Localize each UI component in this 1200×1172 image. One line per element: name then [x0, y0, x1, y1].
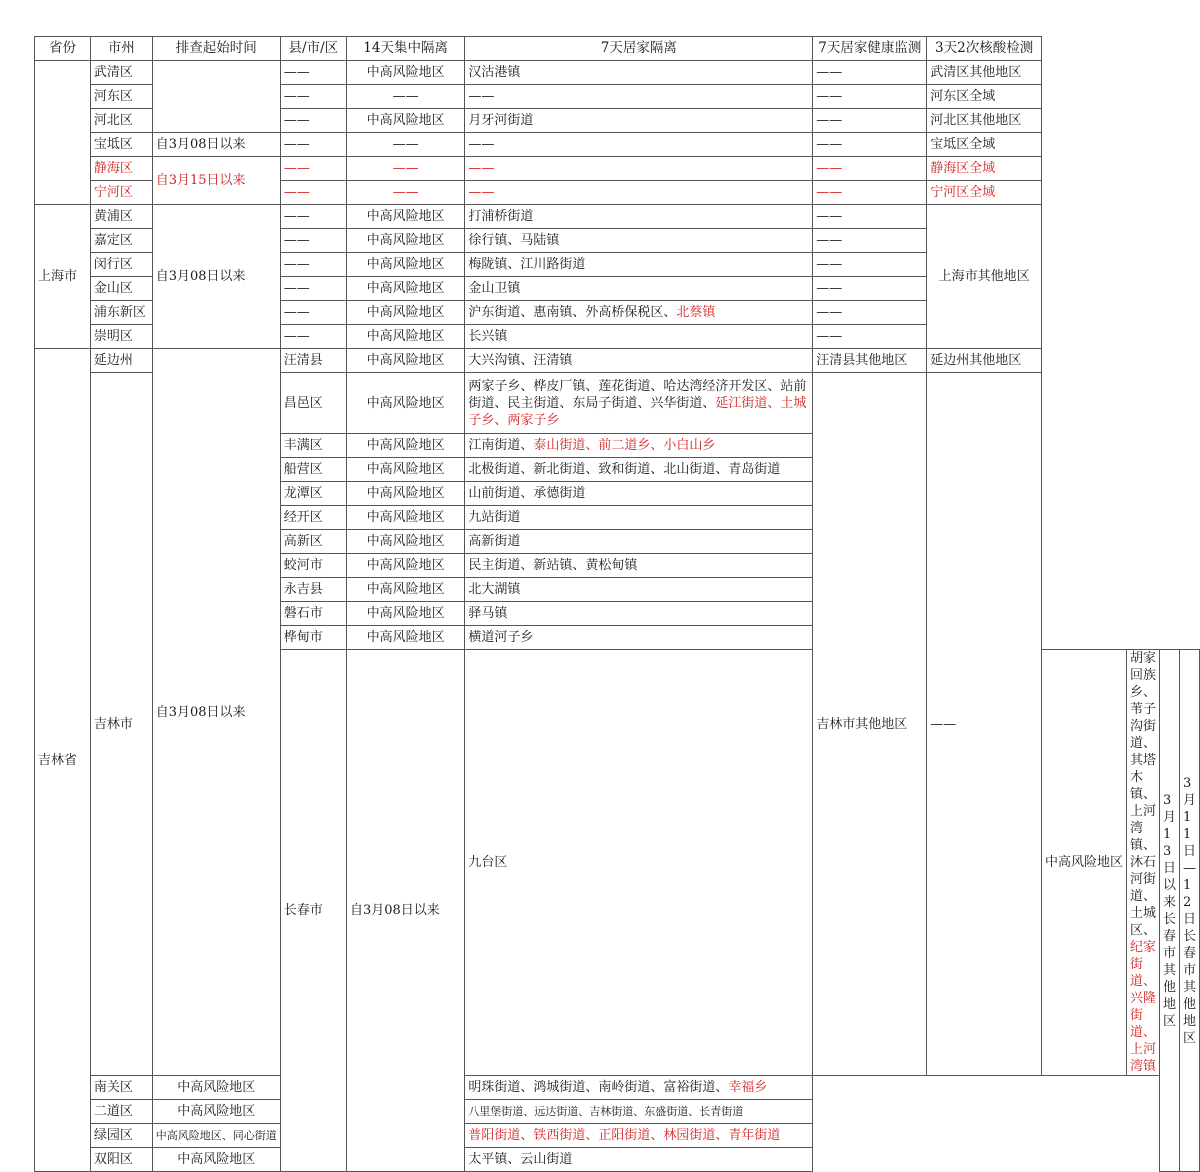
testing-cell: 上海市其他地区: [927, 205, 1042, 349]
isolation-7-highlight: 幸福乡: [728, 1080, 768, 1095]
isolation-14-cell: 中高风险地区、同心街道: [152, 1124, 280, 1148]
isolation-7-cell: 北极街道、新北街道、致和街道、北山街道、青岛街道: [465, 458, 813, 482]
isolation-14-cell: 中高风险地区: [346, 229, 464, 253]
isolation-14-cell: 中高风险地区: [346, 554, 464, 578]
monitoring-cell: ——: [813, 133, 927, 157]
monitoring-cell: ——: [813, 253, 927, 277]
isolation-7-cell: 民主街道、新站镇、黄松甸镇: [465, 554, 813, 578]
county-cell: ——: [280, 253, 346, 277]
testing-cell: 延边州其他地区: [927, 349, 1042, 373]
district-cell: 闵行区: [90, 253, 152, 277]
county-cell: ——: [280, 61, 346, 85]
county-cell: ——: [280, 133, 346, 157]
district-cell: 河东区: [90, 85, 152, 109]
isolation-14-cell: 中高风险地区: [346, 458, 464, 482]
testing-cell: 宝坻区全域: [927, 133, 1042, 157]
isolation-7-cell: ——: [465, 181, 813, 205]
header-testing-3: 3天2次核酸检测: [927, 37, 1042, 61]
isolation-14-cell: 中高风险地区: [1041, 650, 1126, 1076]
district-cell: 宝坻区: [90, 133, 152, 157]
isolation-7-cell: 高新街道: [465, 530, 813, 554]
header-isolation-14: 14天集中隔离: [346, 37, 464, 61]
isolation-7-cell: 八里堡街道、远达街道、吉林街道、东盛街道、长青街道: [465, 1100, 813, 1124]
county-cell: 丰满区: [280, 434, 346, 458]
district-cell: 浦东新区: [90, 301, 152, 325]
isolation-14-cell: ——: [346, 133, 464, 157]
isolation-7-cell: [465, 434, 813, 458]
isolation-7-cell: 汉沽港镇: [465, 61, 813, 85]
isolation-7-cell: ——: [465, 157, 813, 181]
isolation-14-cell: 中高风险地区: [346, 578, 464, 602]
district-cell: 嘉定区: [90, 229, 152, 253]
start-time-cell: 自3月08日以来: [152, 133, 280, 157]
county-cell: ——: [280, 229, 346, 253]
county-cell: 永吉县: [280, 578, 346, 602]
testing-cell: 武清区其他地区: [927, 61, 1042, 85]
county-cell: 桦甸市: [280, 626, 346, 650]
county-cell: ——: [280, 85, 346, 109]
isolation-7-cell: [465, 301, 813, 325]
monitoring-cell: ——: [813, 205, 927, 229]
district-cell: 静海区: [90, 157, 152, 181]
isolation-14-cell: 中高风险地区: [152, 1148, 280, 1172]
monitoring-cell: ——: [813, 277, 927, 301]
header-start-time: 排查起始时间: [152, 37, 280, 61]
header-row: [35, 37, 1200, 61]
table-row: [35, 157, 1200, 181]
isolation-7-text: 胡家回族乡、苇子沟街道、其塔木镇、上河湾镇、沐石河街道、土城区、: [1130, 651, 1157, 938]
isolation-7-highlight: 泰山街道、前二道乡、小白山乡: [533, 438, 716, 453]
table-row: [35, 1148, 1200, 1172]
header-monitoring-7: 7天居家健康监测: [813, 37, 927, 61]
risk-area-table: [34, 36, 1200, 1172]
table-row: [35, 1076, 1200, 1100]
monitoring-cell: ——: [813, 61, 927, 85]
county-cell: ——: [280, 109, 346, 133]
isolation-7-cell: 山前街道、承德街道: [465, 482, 813, 506]
testing-cell: 宁河区全域: [927, 181, 1042, 205]
isolation-7-cell: 九站街道: [465, 506, 813, 530]
monitoring-cell: ——: [813, 229, 927, 253]
county-cell: 九台区: [465, 650, 813, 1076]
monitoring-cell: 吉林市其他地区: [813, 373, 927, 1076]
isolation-14-cell: 中高风险地区: [346, 602, 464, 626]
county-cell: 二道区: [90, 1100, 152, 1124]
table-row: [35, 1100, 1200, 1124]
isolation-7-highlight: 延江街道、土城子乡、两家子乡: [468, 395, 807, 428]
isolation-7-text: 江南街道、: [468, 438, 534, 453]
isolation-14-cell: 中高风险地区: [346, 434, 464, 458]
county-cell: 经开区: [280, 506, 346, 530]
isolation-7-cell: ——: [465, 133, 813, 157]
isolation-7-text: 明珠街道、鸿城街道、南岭街道、富裕街道、: [468, 1080, 729, 1095]
isolation-7-cell: 普阳街道、铁西街道、正阳街道、林园街道、青年街道: [465, 1124, 813, 1148]
monitoring-cell: ——: [813, 325, 927, 349]
table-row: [35, 349, 1200, 373]
isolation-14-cell: 中高风险地区: [346, 373, 464, 434]
isolation-7-cell: 北大湖镇: [465, 578, 813, 602]
county-cell: ——: [280, 181, 346, 205]
province-cell-tianjin: [35, 61, 91, 205]
county-cell: 双阳区: [90, 1148, 152, 1172]
start-time-cell: 自3月08日以来: [152, 349, 280, 1076]
start-time-cell: 自3月08日以来: [346, 650, 464, 1172]
county-cell: 汪清县: [280, 349, 346, 373]
isolation-14-cell: 中高风险地区: [346, 626, 464, 650]
district-cell: 河北区: [90, 109, 152, 133]
isolation-14-cell: 中高风险地区: [346, 506, 464, 530]
testing-cell: 3月11日—12日长春市其他地区: [1180, 650, 1200, 1172]
isolation-7-cell: 月牙河街道: [465, 109, 813, 133]
isolation-14-cell: 中高风险地区: [346, 205, 464, 229]
isolation-7-cell: 横道河子乡: [465, 626, 813, 650]
isolation-7-cell: 打浦桥街道: [465, 205, 813, 229]
isolation-14-cell: 中高风险地区: [346, 277, 464, 301]
isolation-14-cell: 中高风险地区: [346, 301, 464, 325]
start-time-cell: [152, 61, 280, 133]
isolation-14-cell: ——: [346, 85, 464, 109]
county-cell: 龙潭区: [280, 482, 346, 506]
isolation-7-cell: [465, 373, 813, 434]
start-time-cell: 自3月15日以来: [152, 157, 280, 205]
county-cell: ——: [280, 157, 346, 181]
isolation-14-cell: 中高风险地区: [346, 530, 464, 554]
monitoring-cell: ——: [813, 301, 927, 325]
city-cell: 吉林市: [90, 373, 152, 1076]
district-cell: 宁河区: [90, 181, 152, 205]
testing-cell: 河东区全域: [927, 85, 1042, 109]
isolation-14-cell: 中高风险地区: [152, 1100, 280, 1124]
city-cell: 长春市: [280, 650, 346, 1172]
monitoring-cell: 汪清县其他地区: [813, 349, 927, 373]
city-cell: 延边州: [90, 349, 152, 373]
county-cell: 船营区: [280, 458, 346, 482]
isolation-7-cell: 长兴镇: [465, 325, 813, 349]
isolation-7-cell: 大兴沟镇、汪清镇: [465, 349, 813, 373]
testing-cell: ——: [927, 373, 1042, 1076]
isolation-7-cell: [465, 1076, 813, 1100]
table-row: [35, 205, 1200, 229]
testing-cell: 静海区全域: [927, 157, 1042, 181]
header-district: 县/市/区: [280, 37, 346, 61]
monitoring-cell: ——: [813, 109, 927, 133]
isolation-14-cell: 中高风险地区: [346, 349, 464, 373]
county-cell: ——: [280, 325, 346, 349]
county-cell: 高新区: [280, 530, 346, 554]
isolation-7-text: 沪东街道、惠南镇、外高桥保税区、: [468, 305, 677, 320]
isolation-7-highlight: 北蔡镇: [676, 305, 716, 320]
start-time-cell: 自3月08日以来: [152, 205, 280, 349]
county-cell: 昌邑区: [280, 373, 346, 434]
county-cell: 蛟河市: [280, 554, 346, 578]
county-cell: ——: [280, 205, 346, 229]
monitoring-cell: ——: [813, 181, 927, 205]
monitoring-cell: ——: [813, 157, 927, 181]
testing-cell: 河北区其他地区: [927, 109, 1042, 133]
header-city: 市州: [90, 37, 152, 61]
province-cell: 上海市: [35, 205, 91, 349]
isolation-14-cell: ——: [346, 181, 464, 205]
header-province: 省份: [35, 37, 91, 61]
isolation-7-cell: 太平镇、云山街道: [465, 1148, 813, 1172]
isolation-14-cell: 中高风险地区: [346, 253, 464, 277]
district-cell: 黄浦区: [90, 205, 152, 229]
isolation-14-cell: 中高风险地区: [346, 61, 464, 85]
isolation-7-cell: 梅陇镇、江川路街道: [465, 253, 813, 277]
header-isolation-7: 7天居家隔离: [465, 37, 813, 61]
isolation-7-cell: 徐行镇、马陆镇: [465, 229, 813, 253]
isolation-14-cell: ——: [346, 157, 464, 181]
isolation-14-cell: 中高风险地区: [152, 1076, 280, 1100]
table-row: [35, 1124, 1200, 1148]
district-cell: 崇明区: [90, 325, 152, 349]
isolation-14-cell: 中高风险地区: [346, 109, 464, 133]
monitoring-cell: ——: [813, 85, 927, 109]
table-row: [35, 133, 1200, 157]
district-cell: 金山区: [90, 277, 152, 301]
isolation-14-cell: 中高风险地区: [346, 482, 464, 506]
county-cell: 绿园区: [90, 1124, 152, 1148]
isolation-7-cell: ——: [465, 85, 813, 109]
isolation-7-text: 两家子乡、桦皮厂镇、莲花街道、哈达湾经济开发区、站前街道、民主街道、东局子街道、兴华街道、: [468, 378, 807, 411]
isolation-14-cell: 中高风险地区: [346, 325, 464, 349]
county-cell: 南关区: [90, 1076, 152, 1100]
isolation-7-cell: 驿马镇: [465, 602, 813, 626]
monitoring-cell: 3月13日以来长春市其他地区: [1160, 650, 1180, 1172]
district-cell: 武清区: [90, 61, 152, 85]
isolation-7-highlight: 纪家街道、兴隆街道、上河湾镇: [1130, 940, 1157, 1074]
table-row: [35, 61, 1200, 85]
county-cell: 磐石市: [280, 602, 346, 626]
county-cell: ——: [280, 301, 346, 325]
county-cell: ——: [280, 277, 346, 301]
province-cell: 吉林省: [35, 349, 91, 1172]
isolation-7-cell: [1127, 650, 1160, 1076]
isolation-7-cell: 金山卫镇: [465, 277, 813, 301]
